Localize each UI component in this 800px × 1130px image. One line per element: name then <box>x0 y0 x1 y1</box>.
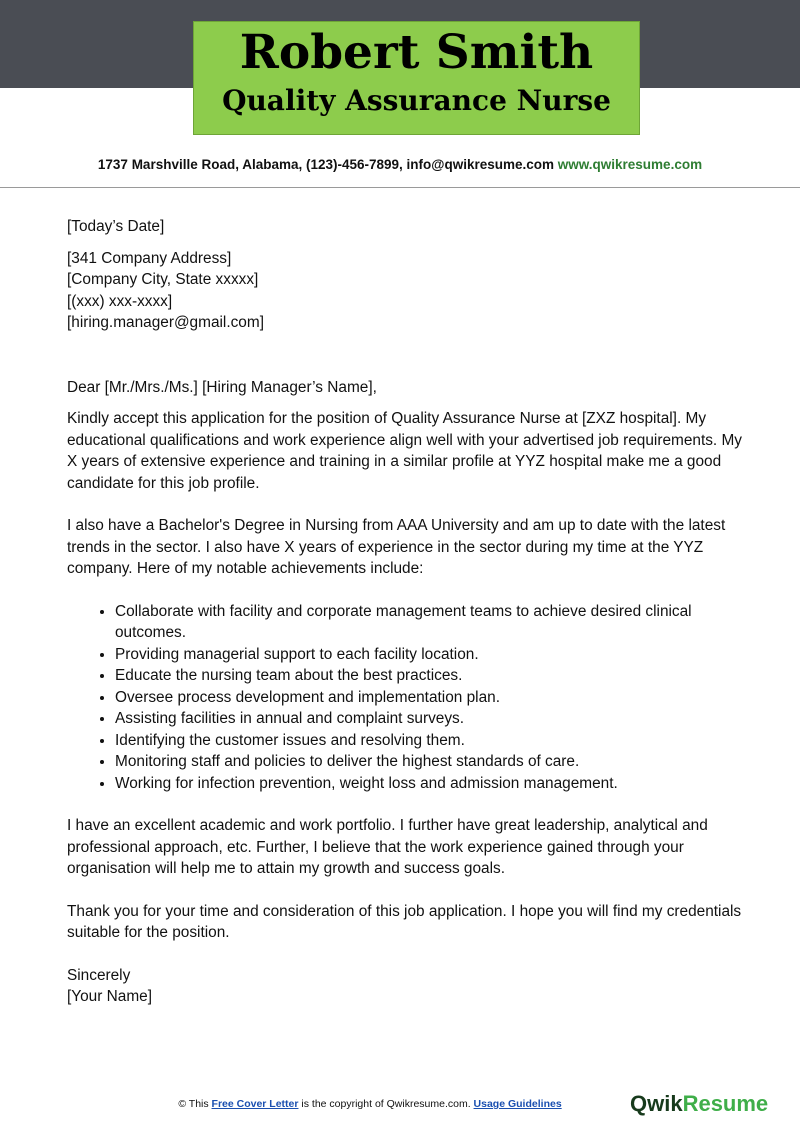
address-line: [(xxx) xxx-xxxx] <box>67 292 173 310</box>
salutation: Dear [Mr./Mrs./Ms.] [Hiring Manager’s Name], <box>67 378 377 396</box>
paragraph-portfolio: I have an excellent academic and work portfolio. I further have great leadership, analytical and professional approach, etc. Further, I believe that the work experience gained through your organisation will help me to attain my growth and success goals. <box>67 817 708 877</box>
job-title: Quality Assurance Nurse <box>222 84 611 117</box>
applicant-name: Robert Smith <box>239 25 594 80</box>
logo-part-qwik: Qwik <box>630 1091 683 1116</box>
list-item: • Monitoring staff and policies to deliver the highest standards of care. <box>115 751 747 773</box>
address-line: [Company City, State xxxxx] <box>67 271 259 288</box>
name-box <box>193 21 640 135</box>
list-item: • Assisting facilities in annual and complaint surveys. <box>115 708 747 730</box>
header-divider <box>0 187 800 188</box>
footer-middle: is the copyright of Qwikresume.com. <box>298 1098 474 1110</box>
contact-line <box>0 156 800 174</box>
list-item: • Identifying the customer issues and resolving them. <box>115 730 747 752</box>
list-item: • Collaborate with facility and corporate management teams to achieve desired clinical outcomes. <box>115 601 747 644</box>
paragraph-thanks: Thank you for your time and consideration of this job application. I hope you will find my credentials suitable for the position. <box>67 902 742 941</box>
footer-prefix: © This <box>178 1098 212 1110</box>
copyright-footer <box>0 1098 740 1110</box>
usage-guidelines-link[interactable]: Usage Guidelines <box>473 1098 562 1110</box>
letter-date: [Today’s Date] <box>67 218 165 235</box>
free-cover-letter-link[interactable]: Free Cover Letter <box>211 1098 299 1110</box>
recipient-address <box>67 248 747 334</box>
letter-body <box>67 216 747 1008</box>
paragraph-education: I also have a Bachelor's Degree in Nursing from AAA University and am up to date with the latest trends in the sector. I also have X years of experience in the sector during my time at the YYZ company. Here of my notable achievements include: <box>67 517 726 577</box>
website-link[interactable]: www.qwikresume.com <box>557 157 703 172</box>
address-line: [341 Company Address] <box>67 249 232 267</box>
list-item: • Working for infection prevention, weight loss and admission management. <box>115 773 747 795</box>
contact-details: 1737 Marshville Road, Alabama, (123)-456-7899, info@qwikresume.com <box>97 157 555 172</box>
list-item: • Educate the nursing team about the best practices. <box>115 665 747 687</box>
qwikresume-logo <box>630 1091 768 1117</box>
address-line: [hiring.manager@gmail.com] <box>67 314 264 331</box>
list-item: • Providing managerial support to each facility location. <box>115 644 747 666</box>
closing: Sincerely <box>67 966 131 984</box>
achievements-list <box>67 601 747 795</box>
signature: [Your Name] <box>67 988 152 1005</box>
list-item: • Oversee process development and implementation plan. <box>115 687 747 709</box>
logo-part-resume: Resume <box>682 1091 769 1116</box>
paragraph-intro: Kindly accept this application for the position of Quality Assurance Nurse at [ZXZ hospital]. My educational qualifications and work experience align well with your advertised job requirements. My X years of extensive experience and training in a similar profile at YYZ hospital make me a good candidate for this job profile. <box>67 410 742 492</box>
